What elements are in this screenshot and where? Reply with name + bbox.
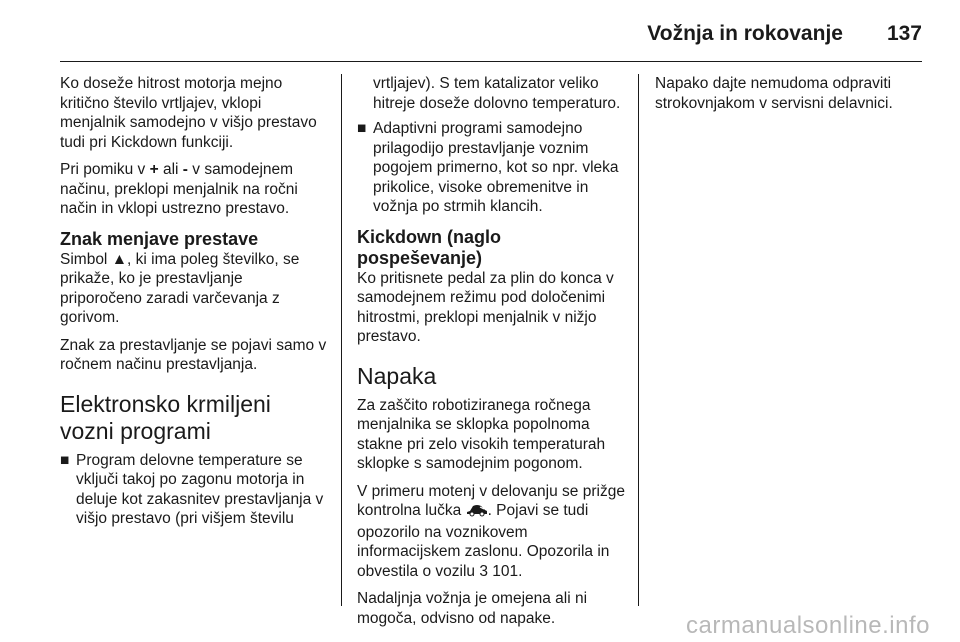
text: v samodejnem načinu, preklopi menjalnik na ročni način in vklopi ustrezno prestavo. [60, 161, 298, 217]
column-divider-1 [341, 74, 342, 606]
car-warning-icon [466, 503, 488, 523]
text: V primeru motenj v delovanju se prižge kontrolna lučka [357, 482, 625, 519]
list-item-text: Program delovne temperature se vključi takoj po zagonu motorja in deluje kot zakasnitev prestavljanja v višjo prestavo (pri višjem številu [76, 451, 324, 527]
paragraph: Za zaščito robotiziranega ročnega menjalnika se sklopka popolnoma stakne pri zelo visokih temperaturah sklopke s samodejnim pogonom. [357, 396, 606, 472]
list-item-continuation: vrtljajev). S tem katalizator veliko hitreje doseže dolovno temperaturo. [373, 75, 621, 112]
plus-symbol: + [149, 161, 159, 178]
list-item-text: Adaptivni programi samodejno prilagodijo prestavljanje voznim pogojem primerno, kot so npr. vleka prikolice, visoke obremenitve in vožnja po strmih klancih. [373, 120, 619, 215]
paragraph: Nadaljnja vožnja je omejena ali ni mogoča, odvisno od napake. [357, 590, 588, 627]
page-title: Vožnja in rokovanje [647, 22, 843, 45]
column-3 [655, 74, 925, 121]
text: , ki ima poleg številko, se prikaže, ko je prestavljanje priporočeno zaradi varčevanja z gorivom. [60, 250, 300, 326]
page-number: 137 [886, 22, 922, 45]
bullet-icon: ■ [357, 120, 367, 137]
column-2 [357, 74, 627, 636]
paragraph [60, 250, 328, 328]
list-item [357, 119, 627, 217]
paragraph: Ko pritisnete pedal za plin do konca v samodejnem režimu pod določenimi hitrostmi, preklopi menjalnik v nižjo prestavo. [357, 269, 614, 345]
minus-symbol: - [182, 161, 188, 178]
section-heading-kickdown: Kickdown (naglo pospeševanje) [357, 226, 501, 268]
text: . Pojavi se tudi opozorilo na voznikovem informacijskem zaslonu. Opozorila in obvestila o vozilu [357, 502, 610, 580]
column-divider-2 [638, 74, 639, 606]
watermark: carmanualsonline.info [686, 612, 930, 639]
bullet-icon: ■ [60, 451, 70, 469]
text: 101. [487, 562, 523, 580]
header-rule [60, 61, 922, 62]
paragraph: Ko doseže hitrost motorja mejno kritično število vrtljajev, vklopi menjalnik samodejno v višjo prestavo tudi pri Kickdown funkciji. [60, 75, 317, 151]
paragraph: Napako dajte nemudoma odpraviti strokovnjakom v servisni delavnici. [655, 75, 893, 112]
upshift-arrow-icon: ▲ [111, 250, 128, 268]
column-1 [60, 74, 328, 535]
text: Pri pomiku v [60, 161, 150, 178]
paragraph: Znak za prestavljanje se pojavi samo v ročnem načinu prestavljanja. [60, 336, 327, 373]
section-heading-fault: Napaka [357, 362, 437, 389]
paragraph [60, 160, 328, 219]
paragraph [357, 482, 627, 582]
text: ali [158, 161, 183, 178]
page-reference-icon: 3 [479, 562, 488, 580]
section-heading-gear-indicator: Znak menjave prestave [60, 228, 259, 249]
text: Simbol [60, 250, 112, 268]
section-heading-programs: Elektronsko krmiljeni vozni programi [60, 390, 271, 444]
page-header [60, 14, 922, 54]
list-item [60, 451, 328, 529]
